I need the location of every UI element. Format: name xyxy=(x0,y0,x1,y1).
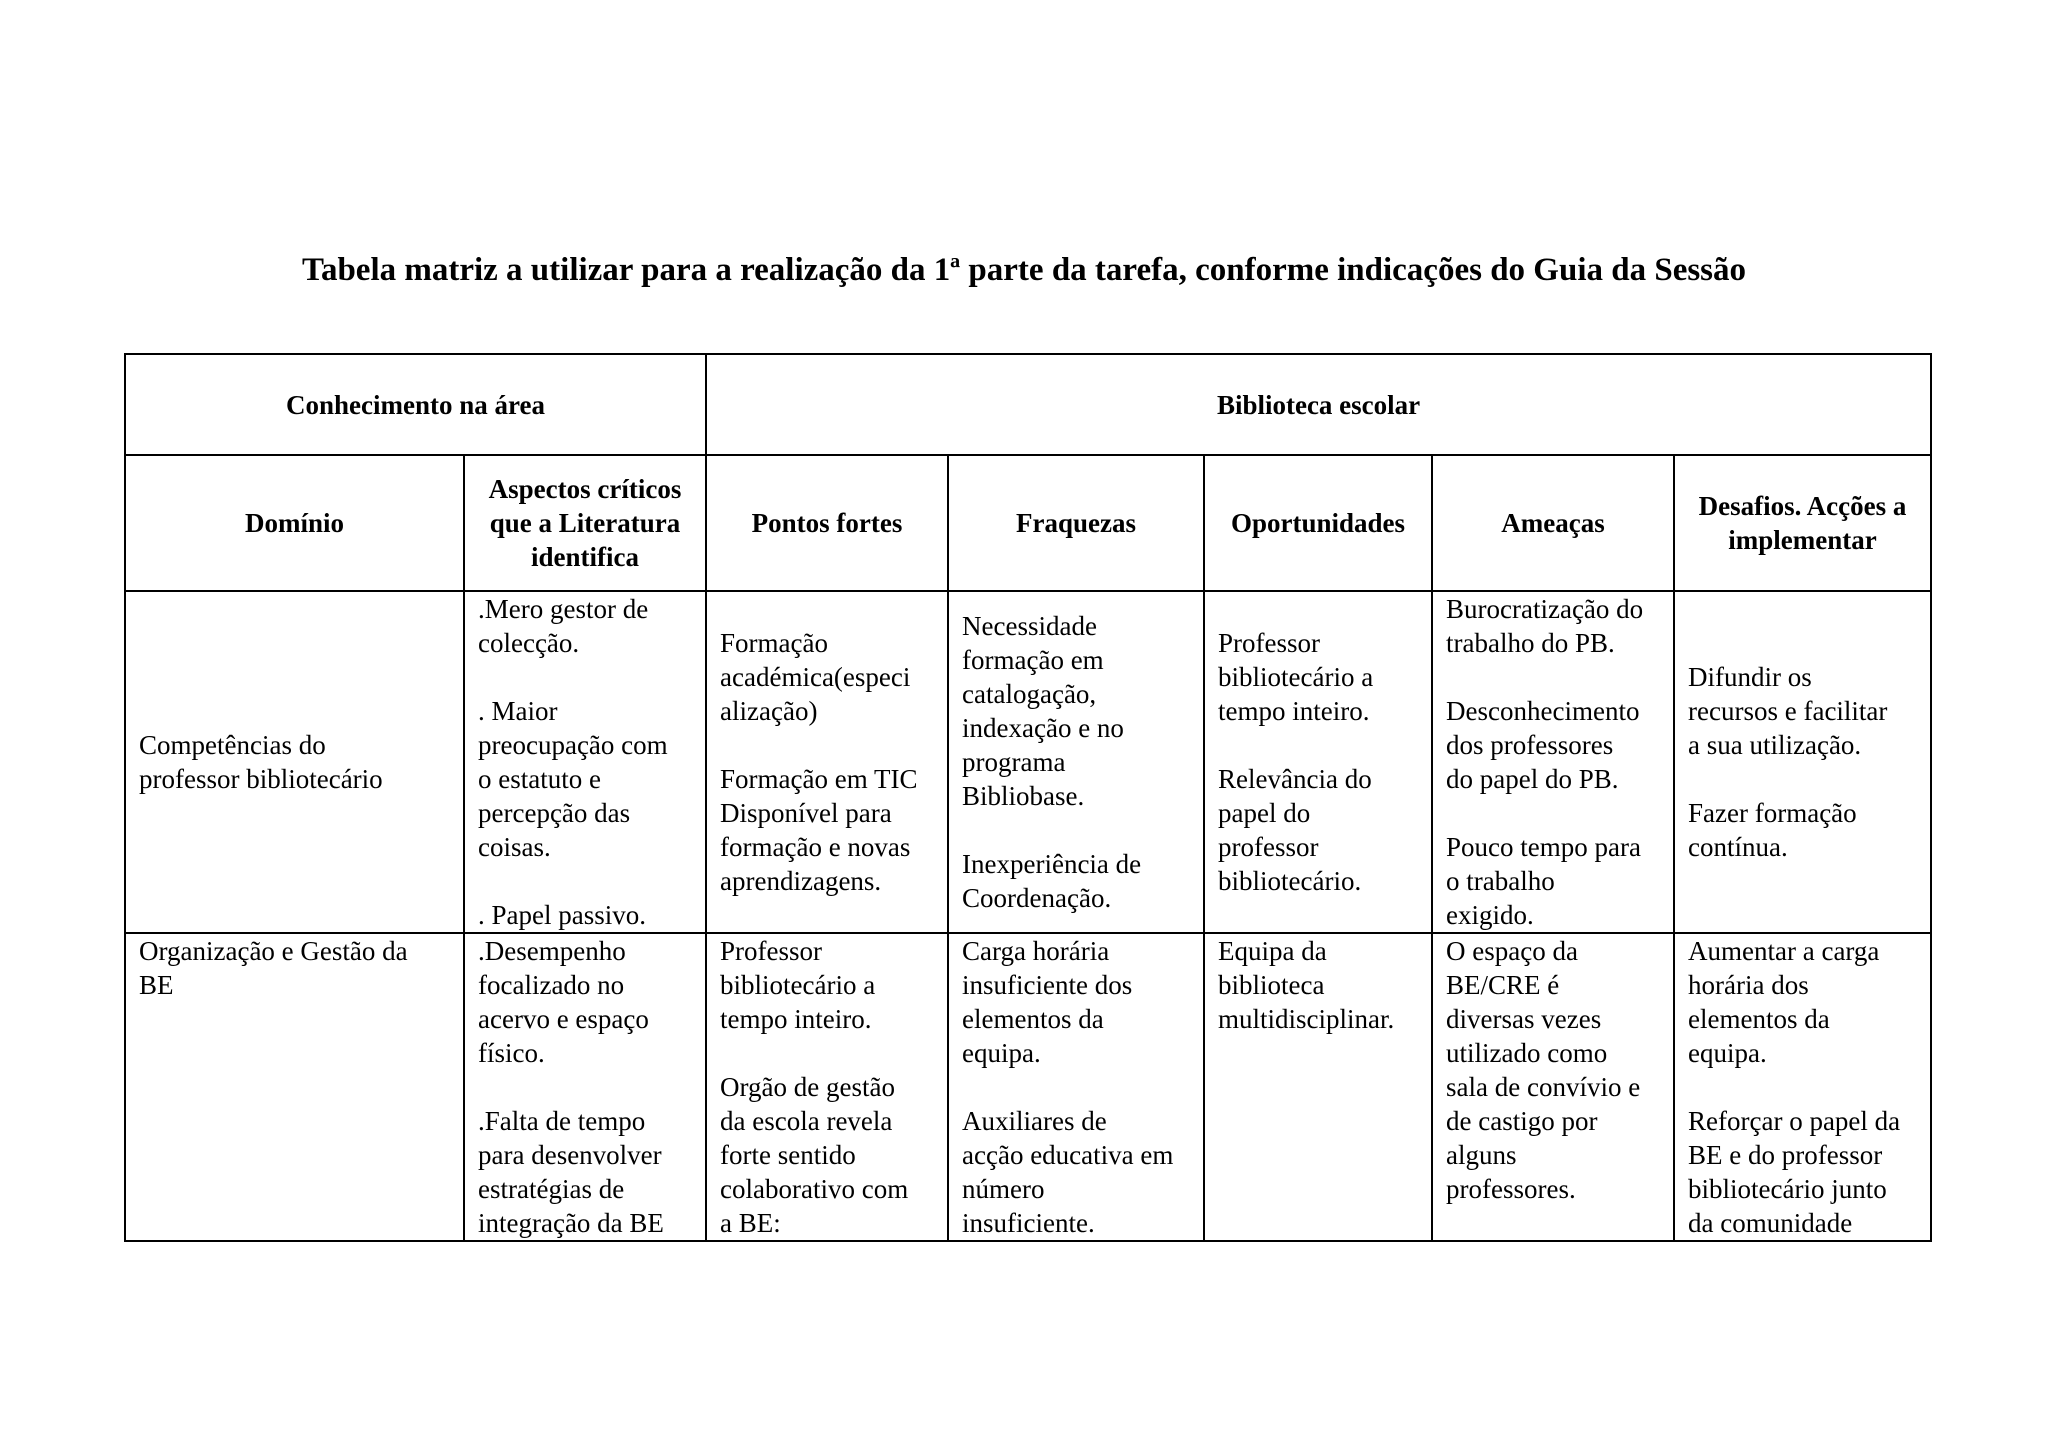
column-header-opportunities: Oportunidades xyxy=(1204,455,1432,591)
cell-domain xyxy=(125,591,464,933)
column-header-critical-aspects xyxy=(464,455,706,591)
column-header-critical-line: que a Literatura xyxy=(489,508,681,538)
cell-text-line: equipa. xyxy=(962,1038,1041,1068)
cell-threats xyxy=(1432,933,1674,1241)
cell-text-line: Relevância do xyxy=(1218,764,1372,794)
cell-challenges xyxy=(1674,591,1931,933)
cell-text-line: Fazer formação xyxy=(1688,798,1857,828)
cell-text-line: integração da BE xyxy=(478,1208,664,1238)
cell-text-line: dos professores xyxy=(1446,730,1614,760)
cell-text-line: bibliotecário a xyxy=(720,970,876,1000)
column-header-threats: Ameaças xyxy=(1432,455,1674,591)
paragraph-gap xyxy=(720,728,937,762)
cell-text-line: tempo inteiro. xyxy=(1218,696,1370,726)
cell-text-line: acção educativa em xyxy=(962,1140,1174,1170)
cell-text-line: insuficiente dos xyxy=(962,970,1133,1000)
paragraph-gap xyxy=(1688,762,1920,796)
cell-critical-aspects xyxy=(464,591,706,933)
cell-text-line: bibliotecário junto xyxy=(1688,1174,1887,1204)
cell-challenges xyxy=(1674,933,1931,1241)
cell-text-line: horária dos xyxy=(1688,970,1809,1000)
cell-text-line: recursos e facilitar xyxy=(1688,696,1888,726)
cell-text-line: bibliotecário a xyxy=(1218,662,1374,692)
cell-text-line: para desenvolver xyxy=(478,1140,662,1170)
cell-text-line: elementos da xyxy=(1688,1004,1830,1034)
cell-text-line: sala de convívio e xyxy=(1446,1072,1641,1102)
cell-text-line: Formação em TIC xyxy=(720,764,918,794)
cell-text-line: acervo e espaço xyxy=(478,1004,649,1034)
cell-text-line: Carga horária xyxy=(962,936,1110,966)
cell-weaknesses xyxy=(948,933,1204,1241)
cell-text-line: Orgão de gestão xyxy=(720,1072,895,1102)
cell-text-line: Aumentar a carga xyxy=(1688,936,1880,966)
cell-text-line: Professor xyxy=(720,936,823,966)
cell-text-line: .Mero gestor de xyxy=(478,594,649,624)
cell-text-line: Formação xyxy=(720,628,828,658)
cell-text-line: Reforçar o papel da xyxy=(1688,1106,1901,1136)
cell-text-line: de castigo por xyxy=(1446,1106,1598,1136)
cell-text-line: formação em xyxy=(962,645,1104,675)
cell-text-line: Pouco tempo para xyxy=(1446,832,1641,862)
column-header-challenges-line: Desafios. Acções a xyxy=(1698,491,1907,521)
column-header-weaknesses: Fraquezas xyxy=(948,455,1204,591)
cell-text-line: BE/CRE é xyxy=(1446,970,1560,1000)
column-header-critical-line: Aspectos críticos xyxy=(488,474,682,504)
cell-text-line: papel do xyxy=(1218,798,1311,828)
cell-text-line: da escola revela xyxy=(720,1106,893,1136)
table-row-competencies xyxy=(125,591,1931,933)
cell-domain xyxy=(125,933,464,1241)
cell-text-line: tempo inteiro. xyxy=(720,1004,872,1034)
cell-text-line: Coordenação. xyxy=(962,883,1112,913)
cell-text-line: biblioteca xyxy=(1218,970,1325,1000)
cell-text-line: diversas vezes xyxy=(1446,1004,1602,1034)
table-row-organization xyxy=(125,933,1931,1241)
cell-text-line: indexação e no xyxy=(962,713,1124,743)
cell-text-line: Bibliobase. xyxy=(962,781,1085,811)
cell-text-line: contínua. xyxy=(1688,832,1788,862)
paragraph-gap xyxy=(478,660,695,694)
cell-opportunities xyxy=(1204,933,1432,1241)
cell-text-line: forte sentido xyxy=(720,1140,856,1170)
group-header-row xyxy=(125,354,1931,455)
cell-text-line: Desconhecimento xyxy=(1446,696,1640,726)
cell-text-line: a BE: xyxy=(720,1208,781,1238)
cell-text-line: Disponível para xyxy=(720,798,892,828)
cell-text-line: Auxiliares de xyxy=(962,1106,1107,1136)
cell-text-line: Burocratização do xyxy=(1446,594,1644,624)
cell-strengths xyxy=(706,933,948,1241)
column-header-strengths: Pontos fortes xyxy=(706,455,948,591)
cell-opportunities xyxy=(1204,591,1432,933)
paragraph-gap xyxy=(1218,728,1421,762)
cell-text-line: alização) xyxy=(720,696,818,726)
cell-text-line: físico. xyxy=(478,1038,545,1068)
cell-text-line: catalogação, xyxy=(962,679,1097,709)
paragraph-gap xyxy=(720,1036,937,1070)
cell-text-line: insuficiente. xyxy=(962,1208,1095,1238)
cell-text-line: utilizado como xyxy=(1446,1038,1608,1068)
document-title: Tabela matriz a utilizar para a realização da 1ª parte da tarefa, conforme indicações do Guia da Sessão xyxy=(301,252,1747,288)
cell-text-line: do papel do PB. xyxy=(1446,764,1619,794)
cell-text-line: trabalho do PB. xyxy=(1446,628,1615,658)
cell-text-line: da comunidade xyxy=(1688,1208,1853,1238)
cell-text-line: programa xyxy=(962,747,1066,777)
cell-weaknesses xyxy=(948,591,1204,933)
cell-text-line: académica(especi xyxy=(720,662,911,692)
cell-strengths xyxy=(706,591,948,933)
paragraph-gap xyxy=(1688,1070,1920,1104)
group-header-knowledge: Conhecimento na área xyxy=(125,354,706,455)
cell-text-line: preocupação com xyxy=(478,730,668,760)
cell-text-line: Equipa da xyxy=(1218,936,1327,966)
cell-text-line: Competências do xyxy=(139,730,326,760)
matrix-table xyxy=(124,353,1932,1242)
cell-text-line: BE xyxy=(139,970,174,1000)
cell-text-line: Professor xyxy=(1218,628,1321,658)
cell-text-line: .Desempenho xyxy=(478,936,626,966)
cell-text-line: elementos da xyxy=(962,1004,1104,1034)
cell-text-line: colaborativo com xyxy=(720,1174,909,1204)
cell-text-line: . Papel passivo. xyxy=(478,900,646,930)
cell-text-line: multidisciplinar. xyxy=(1218,1004,1395,1034)
paragraph-gap xyxy=(962,1070,1193,1104)
paragraph-gap xyxy=(1446,660,1663,694)
cell-text-line: professor xyxy=(1218,832,1319,862)
cell-text-line: focalizado no xyxy=(478,970,625,1000)
cell-text-line: professor bibliotecário xyxy=(139,764,383,794)
cell-text-line: alguns xyxy=(1446,1140,1517,1170)
group-header-library: Biblioteca escolar xyxy=(706,354,1931,455)
cell-text-line: aprendizagens. xyxy=(720,866,882,896)
cell-text-line: Organização e Gestão da xyxy=(139,936,408,966)
paragraph-gap xyxy=(962,813,1193,847)
cell-critical-aspects xyxy=(464,933,706,1241)
cell-text-line: a sua utilização. xyxy=(1688,730,1862,760)
paragraph-gap xyxy=(478,1070,695,1104)
cell-text-line: Necessidade xyxy=(962,611,1097,641)
cell-text-line: equipa. xyxy=(1688,1038,1767,1068)
cell-text-line: O espaço da xyxy=(1446,936,1578,966)
cell-text-line: número xyxy=(962,1174,1045,1204)
column-header-row xyxy=(125,455,1931,591)
cell-text-line: percepção das xyxy=(478,798,631,828)
cell-text-line: formação e novas xyxy=(720,832,911,862)
cell-text-line: exigido. xyxy=(1446,900,1534,930)
cell-text-line: colecção. xyxy=(478,628,580,658)
cell-text-line: bibliotecário. xyxy=(1218,866,1362,896)
cell-text-line: professores. xyxy=(1446,1174,1576,1204)
cell-text-line: o trabalho xyxy=(1446,866,1555,896)
cell-threats xyxy=(1432,591,1674,933)
cell-text-line: BE e do professor xyxy=(1688,1140,1883,1170)
cell-text-line: estratégias de xyxy=(478,1174,625,1204)
cell-text-line: o estatuto e xyxy=(478,764,601,794)
column-header-challenges xyxy=(1674,455,1931,591)
paragraph-gap xyxy=(478,864,695,898)
cell-text-line: Difundir os xyxy=(1688,662,1812,692)
column-header-domain: Domínio xyxy=(125,455,464,591)
cell-text-line: Inexperiência de xyxy=(962,849,1142,879)
cell-text-line: .Falta de tempo xyxy=(478,1106,646,1136)
column-header-critical-line: identifica xyxy=(531,542,639,572)
cell-text-line: coisas. xyxy=(478,832,551,862)
cell-text-line: . Maior xyxy=(478,696,558,726)
column-header-challenges-line: implementar xyxy=(1728,525,1877,555)
paragraph-gap xyxy=(1446,796,1663,830)
